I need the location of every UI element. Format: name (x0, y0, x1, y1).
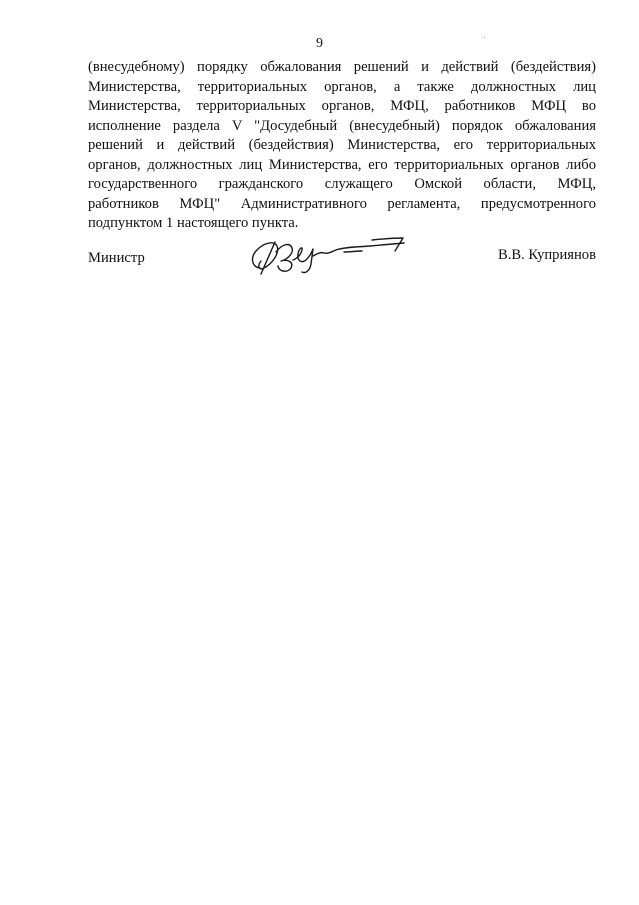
paragraph-line: органов, должностных лиц Министерства, его территориальных органов либо (88, 156, 596, 173)
paragraph-line: подпунктом 1 настоящего пункта. (88, 215, 299, 231)
signatory-name: В.В. Куприянов (498, 247, 596, 263)
paragraph-line: (внесудебному) порядку обжалования решений и действий (бездействия) (88, 59, 596, 75)
signatory-position: Министр (88, 250, 145, 266)
page-number: 9 (316, 36, 323, 51)
handwritten-signature (246, 230, 411, 280)
paragraph-line: Министерства, территориальных органов, а также должностных лиц (88, 78, 596, 95)
paragraph-line: Министерства, территориальных органов, МФЦ, работников МФЦ во (88, 98, 596, 114)
paragraph-line: решений и действий (бездействия) Министерства, его территориальных (88, 137, 596, 153)
paragraph-line: работников МФЦ" Административного регламента, предусмотренного (88, 195, 596, 212)
scan-speck (484, 37, 485, 38)
paragraph-line: исполнение раздела V "Досудебный (внесудебный) порядок обжалования (88, 117, 596, 134)
paragraph-line: государственного гражданского служащего Омской области, МФЦ, (88, 176, 596, 192)
body-paragraph (88, 58, 596, 234)
